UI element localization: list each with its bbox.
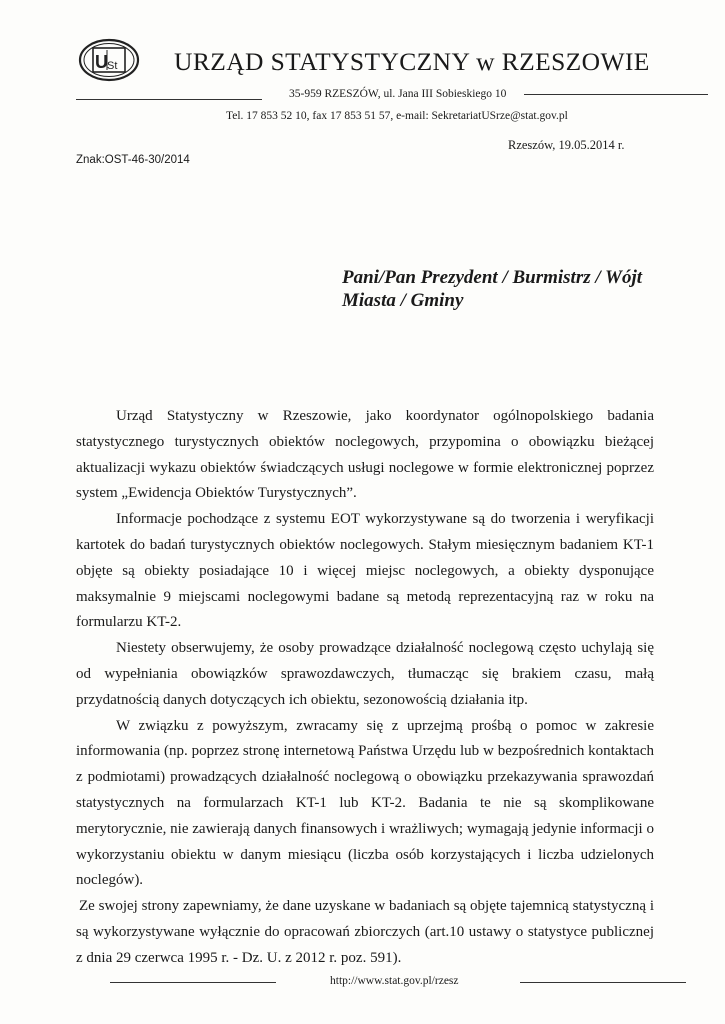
addressee-line-2: Miasta / Gminy [342,290,464,311]
header-rule-right [524,94,708,95]
us-stat-logo [78,38,140,82]
body-paragraph-4: W związku z powyższym, zwracamy się z uprzejmą prośbą o pomoc w zakresie informowania (np. poprzez stronę internetową Państwa Urzędu lub w bezpośrednich kontaktach z podmiotami) prowadzących działalność noclegową o obowiązku przekazywania sprawozdań statystycznych na formularzach KT-1 lub KT-2. Badania te nie są skomplikowane merytorycznie, nie zawierają danych finansowych i wrażliwych; wymagają jedynie informacji o wykorzystaniu obiektu w danym miesiącu (liczba osób korzystających i liczba udzielonych noclegów). [76,717,654,889]
letter-body [76,404,654,972]
letter-date: Rzeszów, 19.05.2014 r. [508,138,625,152]
addressee-line-1: Pani/Pan Prezydent / Burmistrz / Wójt [342,267,643,288]
body-paragraph-1: Urząd Statystyczny w Rzeszowie, jako koordynator ogólnopolskiego badania statystycznego turystycznych obiektów noclegowych, przypomina o obowiązku bieżącej aktualizacji wykazu obiektów świadczących usługi noclegowe w formie elektronicznej poprzez system „Ewidencja Obiektów Turystycznych”. [76,408,654,502]
footer-url[interactable]: http://www.stat.gov.pl/rzesz [330,975,459,987]
header-rule-left [76,99,262,100]
svg-text:St: St [107,60,118,72]
body-paragraph-5: Ze swojej strony zapewniamy, że dane uzyskane w badaniach są objęte tajemnicą statystyczną i są wykorzystywane wyłącznie do opracowań zbiorczych (art.10 ustawy o statystyce publicznej z dnia 29 czerwca 1995 r. - Dz. U. z 2012 r. poz. 591). [76,898,654,966]
office-address: 35-959 RZESZÓW, ul. Jana III Sobieskiego 10 [289,88,507,100]
svg-text:U: U [95,52,108,72]
organization-title: URZĄD STATYSTYCZNY w RZESZOWIE [174,47,650,76]
body-paragraph-2: Informacje pochodzące z systemu EOT wykorzystywane są do tworzenia i weryfikacji kartotek do badań turystycznych obiektów noclegowych. Stałym miesięcznym badaniem KT-1 objęte są obiekty posiadające 10 i więcej miejsc noclegowych, a obiekty dysponujące maksymalnie 9 miejscami noclegowymi badane są metodą reprezentacyjną raz w roku na formularzu KT-2. [76,511,654,631]
office-contact: Tel. 17 853 52 10, fax 17 853 51 57, e-mail: SekretariatUSrze@stat.gov.pl [226,110,568,122]
addressee-block [342,266,642,312]
body-paragraph-3: Niestety obserwujemy, że osoby prowadzące działalność noclegową często uchylają się od wypełniania obowiązków sprawozdawczych, tłumacząc się brakiem czasu, małą przydatnością danych dotyczących ich obiektu, sezonowością działania itp. [76,640,654,708]
footer-rule-right [520,982,686,983]
footer-rule-left [110,982,276,983]
reference-number: Znak:OST-46-30/2014 [76,154,190,166]
